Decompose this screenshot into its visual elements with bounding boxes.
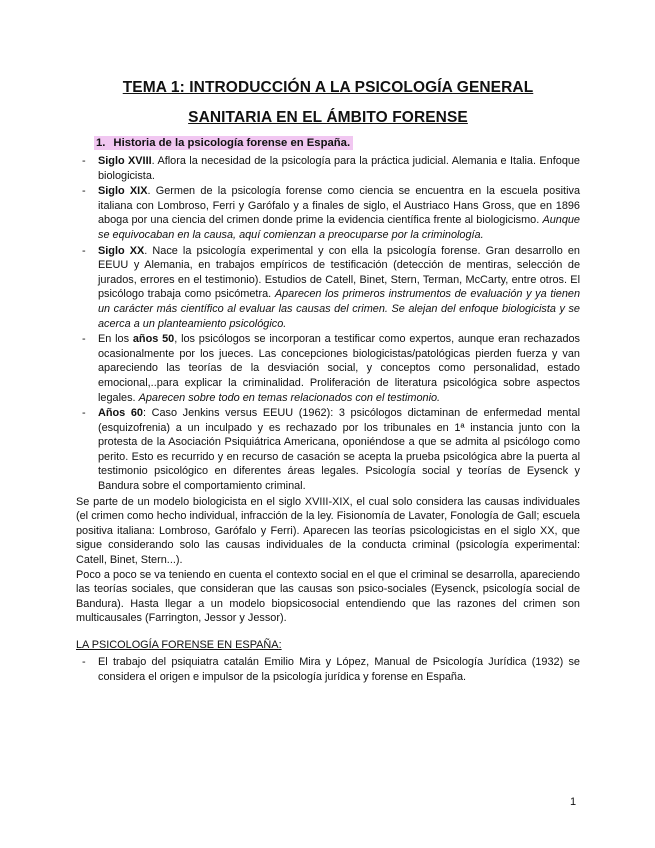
item-lead: Años 60 <box>98 407 143 420</box>
document-page <box>76 74 580 685</box>
item-text: . Nace la psicología experimental y con ella la psicología forense. Gran desarrollo en EEUU y Alemania, en trabajos empíricos de testificación (detección de mentiras, selección de jurados, errores en el testimonio). Estudios de Catell, Binet, Stern, Terman, McCarty, entre otros. El psicólogo trabaja como psicómetra. <box>98 244 580 301</box>
item-lead: años 50 <box>132 333 175 346</box>
title-line-1: TEMA 1: INTRODUCCIÓN A LA PSICOLOGÍA GENERAL <box>122 79 534 96</box>
section-label: Historia de la psicología forense en España. <box>113 137 351 149</box>
history-list <box>76 154 580 494</box>
item-text: , los psicólogos se incorporan a testificar como expertos, aunque eran rechazados ocasionalmente por los jueces. Las concepciones biologicistas/patológicas pierden fuerza y van apareciendo las teorías de la desviación social, y conceptos como personalidad, estado emocional,..para explicar la criminalidad. Proliferación de literatura psicológica sobre aspectos legales. <box>98 333 581 404</box>
list-item-anos-50 <box>76 332 580 405</box>
section-highlight <box>94 136 353 150</box>
subheading-spain <box>76 639 580 651</box>
subheading-colon: : <box>278 639 282 651</box>
page-number: 1 <box>570 796 577 808</box>
paragraph-social: Poco a poco se va teniendo en cuenta el contexto social en el que el criminal se desarrolla, apareciendo las teorías sociales, que consideran que las causas son psico-sociales (Eysenck, psicología social de Bandura). Hasta llegar a un modelo biopsicosocial entendiendo que las razones del crimen son multicausales (Farrington, Jessor y Jessor). <box>76 568 580 625</box>
item-text: : Caso Jenkins versus EEUU (1962): 3 psicólogos dictaminan de enfermedad mental (esquizofrenia) a un inculpado y es rechazado por los tribunales en 1ª instancia junto con la protesta de la Asociación Psiquiátrica Americana, oponiéndose a que se admita al psicólogo como perito. Esto es recurrido y en recurso de casación se acepta la prueba psicológica abre la puerta al testimonio psicológico en diferentes áreas legales. Psicología social y teorías de Eysenck y Bandura sobre el comportamiento criminal. <box>98 407 580 493</box>
section-number: 1. <box>96 137 106 149</box>
list-item-mira-lopez: - El trabajo del psiquiatra catalán Emilio Mira y López, Manual de Psicología Jurídica (1932) se considera el origen e impulsor de la psicología jurídica y forense en España. <box>76 655 580 684</box>
item-lead: Siglo XVIII <box>98 155 152 167</box>
list-item-anos-60 <box>76 406 580 494</box>
list-item-siglo-xx <box>76 244 580 332</box>
list-item-siglo-xix <box>76 184 580 242</box>
item-text: . Germen de la psicología forense como ciencia se encuentra en la escuela positiva italiana con Lombroso, Ferri y Garófalo y a finales de siglo, el Austriaco Hans Gross, que en 1896 aboga por una ciencia del crimen donde prime la evidencia científica frente al biologicismo. <box>98 185 581 227</box>
item-italic: Aparecen los primeros instrumentos de evaluación y ya tienen un carácter más científico al evaluar las causas del crimen. Se alejan del enfoque biologicista y se acerca a un planteamiento psicológico. <box>98 288 580 330</box>
item-lead: Siglo XIX <box>98 185 148 198</box>
item-italic: Aparecen sobre todo en temas relacionados con el testimonio. <box>138 391 441 404</box>
item-lead: Siglo XX <box>98 244 145 257</box>
spain-list <box>76 655 580 684</box>
section-heading-1 <box>94 136 580 150</box>
paragraph-models: Se parte de un modelo biologicista en el siglo XVIII-XIX, el cual solo considera las causas individuales (el crimen como hecho individual, infracción de la ley. Fisionomía de Lavater, Fonología de Gall; escuela positiva italiana: Lombroso, Garófalo y Ferri). Aparecen las teorías psicologicistas en el siglo XX, que sigue considerando solo las causas individuales de la conducta criminal (psicología experimental: Catell, Binet, Stern...). <box>76 495 580 567</box>
title-line-2: SANITARIA EN EL ÁMBITO FORENSE <box>188 109 468 126</box>
list-item-siglo-xviii <box>76 154 580 183</box>
item-pre: En los <box>98 333 133 346</box>
item-italic: Aunque se equivocaban en la causa, aquí comienzan a preocuparse por la criminología. <box>98 214 580 241</box>
subheading-text: LA PSICOLOGÍA FORENSE EN ESPAÑA <box>76 639 279 651</box>
item-text: . Aflora la necesidad de la psicología para la práctica judicial. Alemania e Italia. Enfoque biologicista. <box>98 155 580 182</box>
